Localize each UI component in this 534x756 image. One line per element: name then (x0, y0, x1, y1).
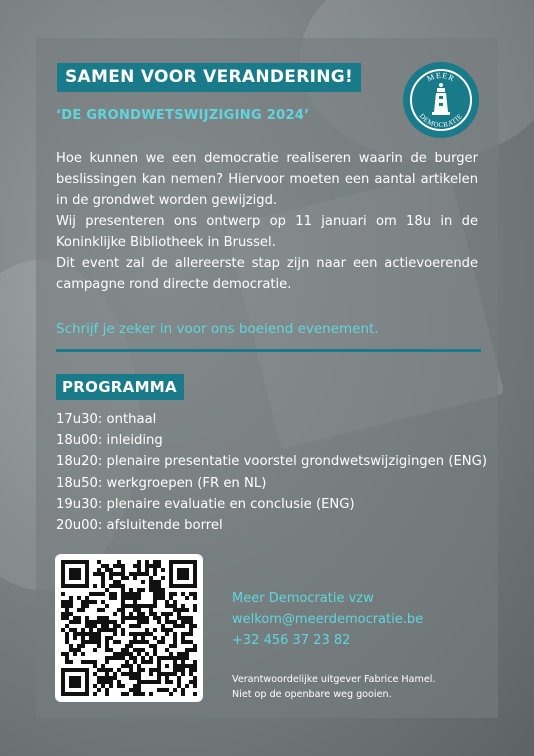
organization-name: Meer Democratie vzw (232, 591, 374, 606)
qr-code[interactable] (55, 554, 203, 702)
schedule-item: 17u30: onthaal (56, 412, 157, 427)
page-subtitle: ‘DE GRONDWETSWIJZIGING 2024’ (56, 108, 310, 123)
intro-text (56, 148, 478, 295)
program-schedule (56, 409, 487, 536)
qr-code-icon (61, 560, 197, 696)
contact-email[interactable]: welkom@meerdemocratie.be (232, 612, 424, 627)
lighthouse-icon (403, 62, 479, 138)
schedule-item: 20u00: afsluitende borrel (56, 518, 223, 534)
intro-paragraph: Wij presenteren ons ontwerp op 11 januari om 18u in de Koninklijke Bibliotheek in Brussel. (56, 214, 478, 250)
schedule-item: 18u00: inleiding (56, 433, 163, 449)
legal-notice (232, 672, 435, 702)
logo-text-top: MEER (425, 70, 457, 84)
section-divider (56, 349, 481, 352)
program-title: PROGRAMMA (62, 378, 177, 396)
contact-block (232, 588, 423, 651)
intro-paragraph: Hoe kunnen we een democratie realiseren waarin de burger beslissingen kan nemen? Hiervoor moeten een aantal artikelen in de grondwet worden gewijzigd. (56, 151, 478, 208)
schedule-item: 19u30: plenaire evaluatie en conclusie (ENG) (56, 496, 355, 512)
publisher-line: Verantwoordelijke uitgever Fabrice Hamel. (232, 674, 436, 685)
schedule-item: 18u50: werkgroepen (FR en NL) (56, 475, 267, 491)
intro-paragraph: Dit event zal de allereerste stap zijn naar een actievoerende campagne rond directe democratie. (56, 256, 478, 292)
logo-text-bottom: DEMOCRATIE (417, 112, 465, 130)
contact-phone[interactable]: +32 456 37 23 82 (232, 633, 351, 648)
meer-democratie-logo (403, 62, 479, 138)
svg-text:MEER (426, 71, 457, 84)
title-banner (57, 63, 361, 92)
page-title: SAMEN VOOR VERANDERING! (65, 67, 354, 87)
signup-call-to-action: Schrijf je zeker in voor ons boeiend evenement. (56, 321, 379, 337)
schedule-item: 18u20: plenaire presentatie voorstel grondwetswijzigingen (ENG) (56, 454, 488, 470)
program-banner (56, 374, 184, 400)
disposal-notice: Niet op de openbare weg gooien. (232, 689, 392, 700)
